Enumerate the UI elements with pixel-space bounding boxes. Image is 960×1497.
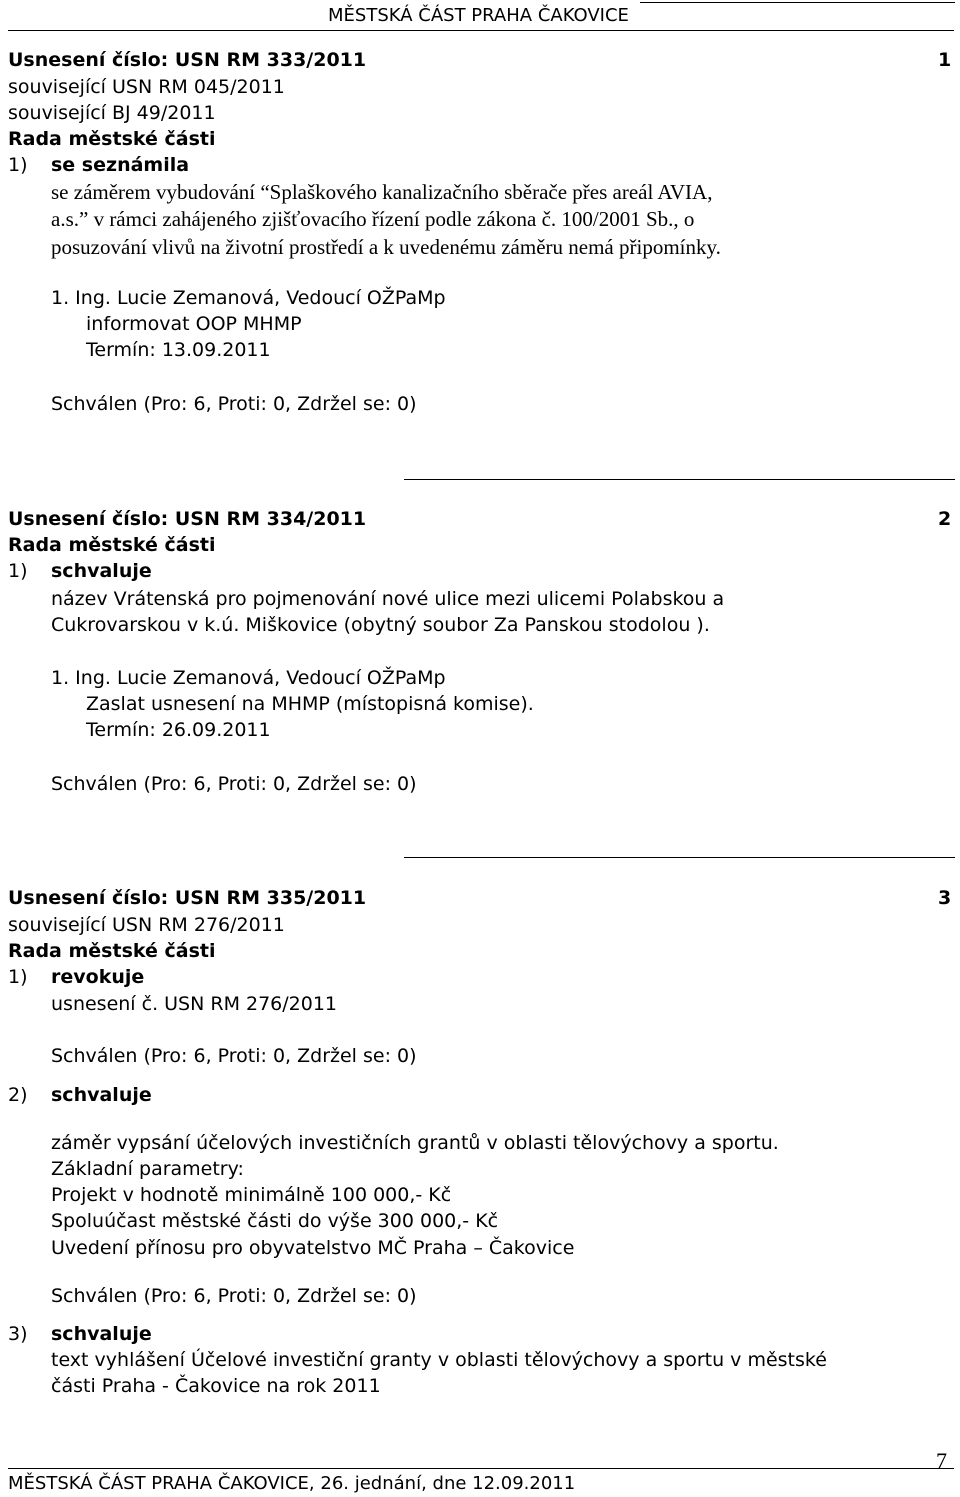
item-verb: se seznámila bbox=[51, 154, 190, 176]
vote-result: Schválen (Pro: 6, Proti: 0, Zdržel se: 0) bbox=[51, 393, 417, 415]
task-text: Zaslat usnesení na MHMP (místopisná komise). bbox=[86, 693, 534, 715]
item-text-line: Cukrovarskou v k.ú. Miškovice (obytný soubor Za Panskou stodolou ). bbox=[51, 614, 710, 636]
separator bbox=[404, 479, 955, 480]
vote-result: Schválen (Pro: 6, Proti: 0, Zdržel se: 0) bbox=[51, 773, 417, 795]
task-deadline: Termín: 13.09.2011 bbox=[86, 339, 271, 361]
related-resolution: související USN RM 045/2011 bbox=[8, 76, 285, 98]
page-header: MĚSTSKÁ ČÁST PRAHA ČAKOVICE bbox=[328, 5, 629, 26]
resolution-title: Usnesení číslo: USN RM 335/2011 bbox=[8, 887, 367, 909]
item-verb: schvaluje bbox=[51, 1323, 152, 1345]
separator bbox=[404, 857, 955, 858]
resolution-number: 2 bbox=[938, 508, 952, 530]
item-verb: schvaluje bbox=[51, 1084, 152, 1106]
council-label: Rada městské části bbox=[8, 940, 216, 962]
item-text-line: se záměrem vybudování “Splaškového kanalizačního sběrače přes areál AVIA, bbox=[51, 180, 713, 204]
item-text-line: název Vrátenská pro pojmenování nové ulice mezi ulicemi Polabskou a bbox=[51, 588, 725, 610]
item-text-line: záměr vypsání účelových investičních grantů v oblasti tělovýchovy a sportu. bbox=[51, 1132, 779, 1154]
page-number: 7 bbox=[936, 1448, 947, 1473]
item-text-line: usnesení č. USN RM 276/2011 bbox=[51, 993, 338, 1015]
item-text-line: a.s.” v rámci zahájeného zjišťovacího řízení podle zákona č. 100/2001 Sb., o bbox=[51, 207, 695, 231]
footer-rule bbox=[8, 1468, 954, 1469]
item-verb: schvaluje bbox=[51, 560, 152, 582]
task-deadline: Termín: 26.09.2011 bbox=[86, 719, 271, 741]
related-resolution: související USN RM 276/2011 bbox=[8, 914, 285, 936]
item-number: 1) bbox=[8, 560, 28, 582]
task-person: 1. Ing. Lucie Zemanová, Vedoucí OŽPaMp bbox=[51, 667, 446, 689]
item-text-line: Základní parametry: bbox=[51, 1158, 244, 1180]
item-text-line: Spoluúčast městské části do výše 300 000,- Kč bbox=[51, 1210, 499, 1232]
resolution-title: Usnesení číslo: USN RM 333/2011 bbox=[8, 49, 367, 71]
task-person: 1. Ing. Lucie Zemanová, Vedoucí OŽPaMp bbox=[51, 287, 446, 309]
council-label: Rada městské části bbox=[8, 128, 216, 150]
header-rule bbox=[640, 2, 955, 3]
item-text-line: posuzování vlivů na životní prostředí a k uvedenému záměru nemá připomínky. bbox=[51, 235, 721, 259]
council-label: Rada městské části bbox=[8, 534, 216, 556]
resolution-number: 1 bbox=[938, 49, 952, 71]
item-text-line: Uvedení přínosu pro obyvatelstvo MČ Praha – Čakovice bbox=[51, 1237, 575, 1259]
item-text-line: Projekt v hodnotě minimálně 100 000,- Kč bbox=[51, 1184, 452, 1206]
related-resolution: související BJ 49/2011 bbox=[8, 102, 216, 124]
vote-result: Schválen (Pro: 6, Proti: 0, Zdržel se: 0) bbox=[51, 1285, 417, 1307]
item-number: 1) bbox=[8, 966, 28, 988]
task-text: informovat OOP MHMP bbox=[86, 313, 302, 335]
page-footer: MĚSTSKÁ ČÁST PRAHA ČAKOVICE, 26. jednání, dne 12.09.2011 bbox=[8, 1473, 576, 1494]
item-number: 3) bbox=[8, 1323, 28, 1345]
resolution-number: 3 bbox=[938, 887, 952, 909]
vote-result: Schválen (Pro: 6, Proti: 0, Zdržel se: 0) bbox=[51, 1045, 417, 1067]
item-text-line: text vyhlášení Účelové investiční granty v oblasti tělovýchovy a sportu v městské bbox=[51, 1349, 827, 1371]
item-verb: revokuje bbox=[51, 966, 145, 988]
item-number: 1) bbox=[8, 154, 28, 176]
item-text-line: části Praha - Čakovice na rok 2011 bbox=[51, 1375, 381, 1397]
resolution-title: Usnesení číslo: USN RM 334/2011 bbox=[8, 508, 367, 530]
header-rule-underline bbox=[8, 30, 954, 31]
item-number: 2) bbox=[8, 1084, 28, 1106]
